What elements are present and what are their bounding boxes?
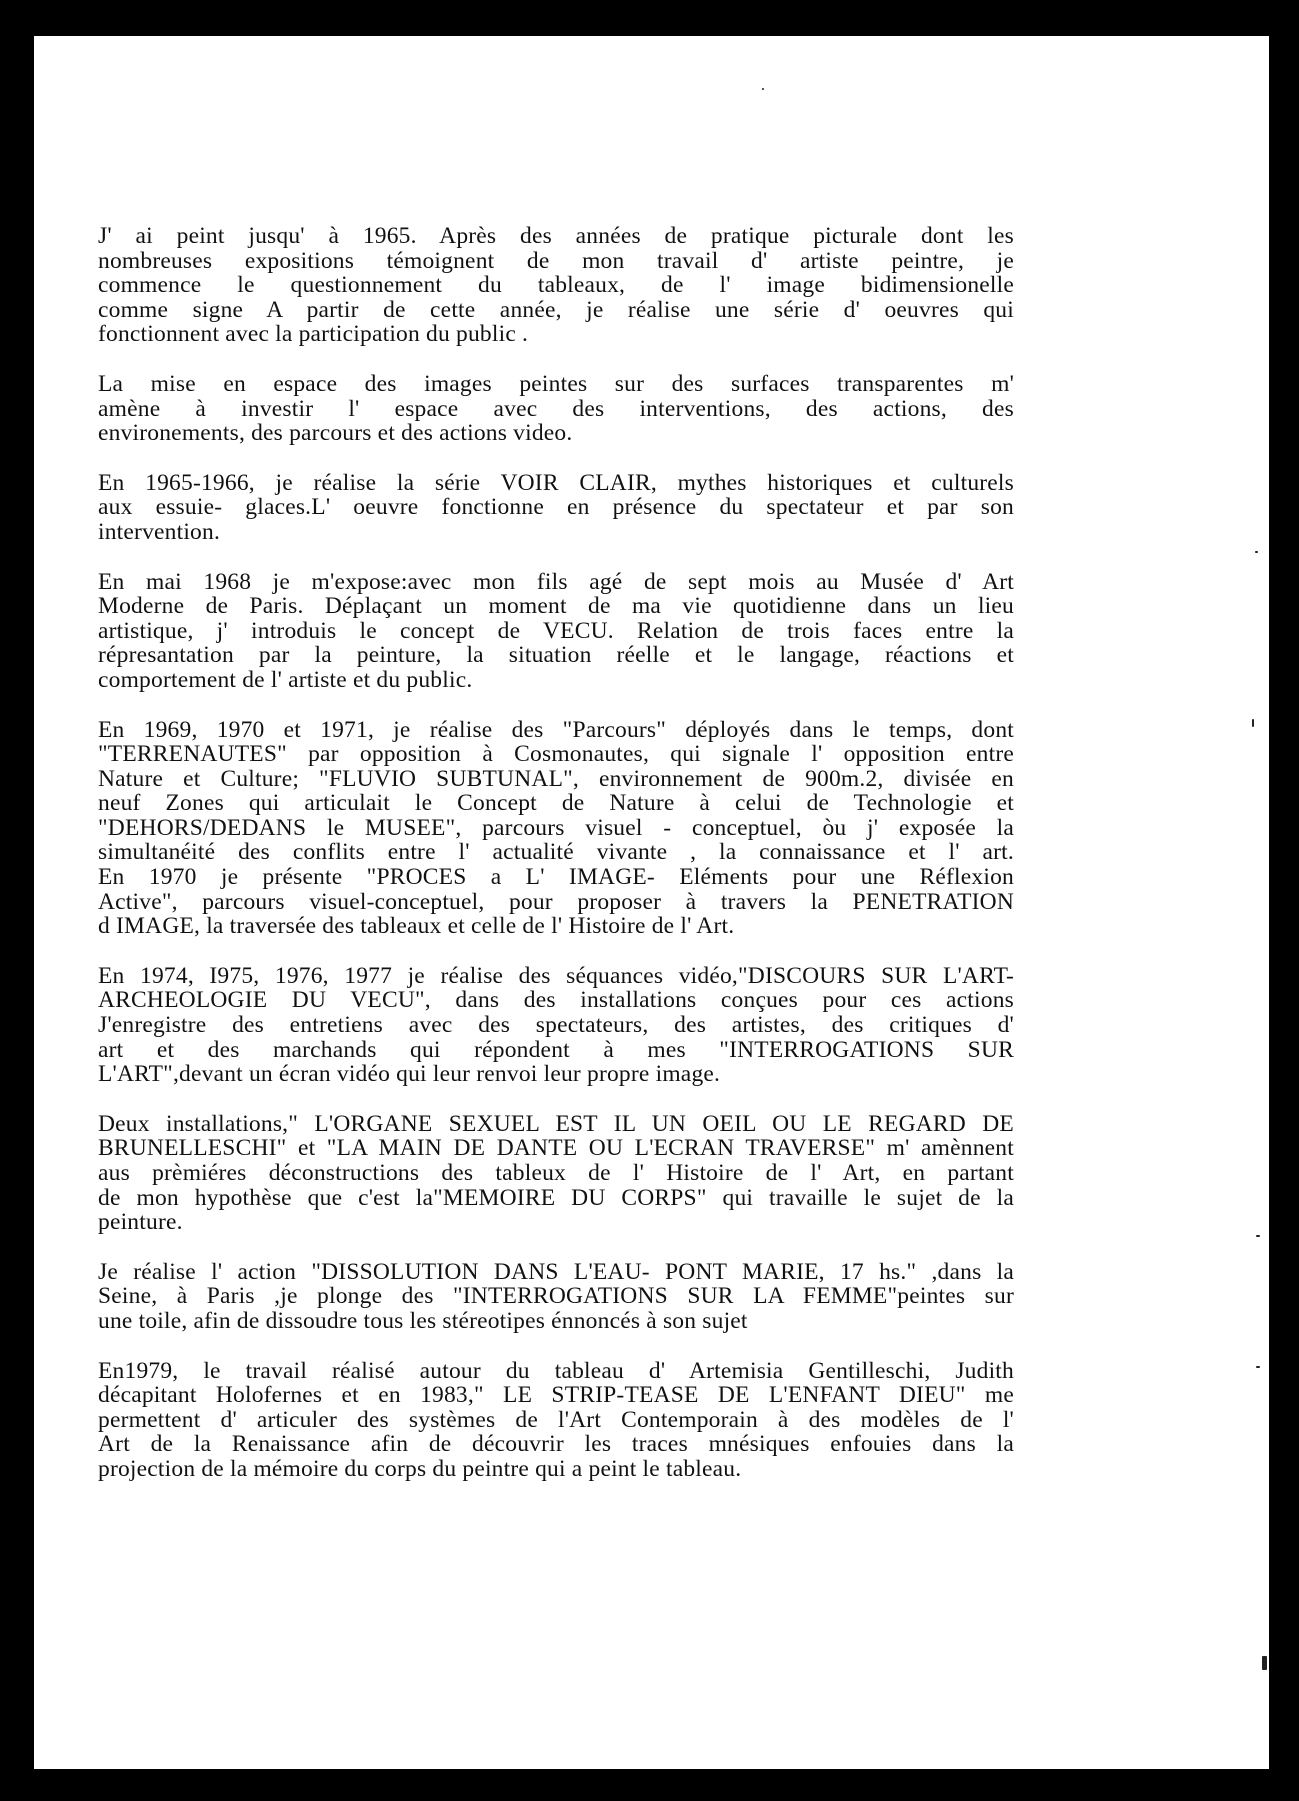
text-line: fonctionnent avec la participation du public . (98, 321, 529, 348)
text-line: aus prèmiéres déconstructions des tableux de l' Histoire de l' Art, en partant (98, 1160, 1014, 1186)
text-line: commence le questionnement du tableaux, de l' image bidimensionelle (98, 272, 1014, 299)
paragraph (98, 1112, 1014, 1235)
text-line: répresantation par la peinture, la situation réelle et le langage, réactions et (98, 642, 1014, 669)
paragraph (98, 570, 1014, 693)
paragraph (98, 964, 1014, 1087)
text-line: simultanéité des conflits entre l' actualité vivante , la connaissance et l' art. (98, 839, 1014, 866)
scan-speck (1256, 1366, 1260, 1368)
paragraph (98, 471, 1014, 545)
scan-speck (762, 88, 764, 90)
text-line: "DEHORS/DEDANS le MUSEE", parcours visuel - conceptuel, òu j' exposée la (98, 814, 1014, 841)
document-body (98, 224, 1014, 1507)
text-line: En 1965-1966, je réalise la série VOIR CLAIR, mythes historiques et culturels (98, 469, 1014, 496)
text-line: En 1974, I975, 1976, 1977 je réalise des séquances vidéo,"DISCOURS SUR L'ART- (98, 962, 1014, 989)
scan-speck (1255, 551, 1258, 553)
text-line: La mise en espace des images peintes sur des surfaces transparentes m' (98, 370, 1014, 397)
text-line: "TERRENAUTES" par opposition à Cosmonautes, qui signale l' opposition entre (98, 741, 1014, 768)
text-line: projection de la mémoire du corps du peintre qui a peint le tableau. (98, 1455, 742, 1482)
scan-speck (1262, 1656, 1267, 1670)
paragraph (98, 718, 1014, 939)
scanned-page (34, 36, 1269, 1769)
text-line: J'enregistre des entretiens avec des spectateurs, des artistes, des critiques d' (98, 1012, 1014, 1039)
paragraph (98, 1260, 1014, 1334)
text-line: En 1970 je présente "PROCES a L' IMAGE- Eléments pour une Réflexion (98, 864, 1014, 891)
text-line: Nature et Culture; "FLUVIO SUBTUNAL", environnement de 900m.2, divisée en (98, 765, 1014, 792)
text-line: environements, des parcours et des actions video. (98, 420, 573, 447)
text-line: Seine, à Paris ,je plonge des "INTERROGATIONS SUR LA FEMME"peintes sur (98, 1283, 1014, 1310)
text-line: L'ART",devant un écran vidéo qui leur renvoi leur propre image. (98, 1061, 721, 1088)
text-line: peinture. (98, 1209, 183, 1236)
text-line: En mai 1968 je m'expose:avec mon fils agé de sept mois au Musée d' Art (98, 568, 1014, 595)
text-line: art et des marchands qui répondent à mes "INTERROGATIONS SUR (98, 1036, 1014, 1063)
text-line: comportement de l' artiste et du public. (98, 666, 473, 693)
text-line: amène à investir l' espace avec des interventions, des actions, des (98, 395, 1014, 422)
text-line: nombreuses expositions témoignent de mon travail d' artiste peintre, je (98, 247, 1014, 274)
scan-speck (1256, 1235, 1260, 1237)
paragraph (98, 224, 1014, 347)
text-line: neuf Zones qui articulait le Concept de Nature à celui de Technologie et (98, 790, 1014, 817)
text-line: comme signe A partir de cette année, je réalise une série d' oeuvres qui (98, 296, 1014, 323)
text-line: Deux installations," L'ORGANE SEXUEL EST IL UN OEIL OU LE REGARD DE (98, 1110, 1014, 1137)
text-line: aux essuie- glaces.L' oeuvre fonctionne en présence du spectateur et par son (98, 494, 1014, 521)
text-line: décapitant Holofernes et en 1983," LE STRIP-TEASE DE L'ENFANT DIEU" me (98, 1382, 1014, 1409)
text-line: permettent d' articuler des systèmes de l'Art Contemporain à des modèles de l' (98, 1406, 1014, 1433)
text-line: ARCHEOLOGIE DU VECU", dans des installations conçues pour ces actions (98, 987, 1014, 1014)
text-line: artistique, j' introduis le concept de VECU. Relation de trois faces entre la (98, 617, 1014, 644)
text-line: BRUNELLESCHI" et "LA MAIN DE DANTE OU L'ECRAN TRAVERSE" m' amènnent (98, 1135, 1014, 1162)
text-line: En 1969, 1970 et 1971, je réalise des "Parcours" déployés dans le temps, dont (98, 716, 1014, 743)
text-line: Je réalise l' action "DISSOLUTION DANS L'EAU- PONT MARIE, 17 hs." ,dans la (98, 1258, 1014, 1285)
scan-speck (1252, 719, 1254, 727)
text-line: une toile, afin de dissoudre tous les stéreotipes énnoncés à son sujet (98, 1307, 748, 1334)
text-line: d IMAGE, la traversée des tableaux et celle de l' Histoire de l' Art. (98, 913, 735, 940)
text-line: Moderne de Paris. Déplaçant un moment de ma vie quotidienne dans un lieu (98, 593, 1014, 620)
text-line: de mon hypothèse que c'est la"MEMOIRE DU CORPS" qui travaille le sujet de la (98, 1184, 1014, 1211)
paragraph (98, 372, 1014, 446)
text-line: J' ai peint jusqu' à 1965. Après des années de pratique picturale dont les (98, 223, 1014, 249)
text-line: intervention. (98, 518, 221, 545)
paragraph (98, 1359, 1014, 1482)
text-line: En1979, le travail réalisé autour du tableau d' Artemisia Gentilleschi, Judith (98, 1357, 1014, 1384)
text-line: Art de la Renaissance afin de découvrir les traces mnésiques enfouies dans la (98, 1431, 1014, 1458)
text-line: Active", parcours visuel-conceptuel, pour proposer à travers la PENETRATION (98, 888, 1014, 915)
